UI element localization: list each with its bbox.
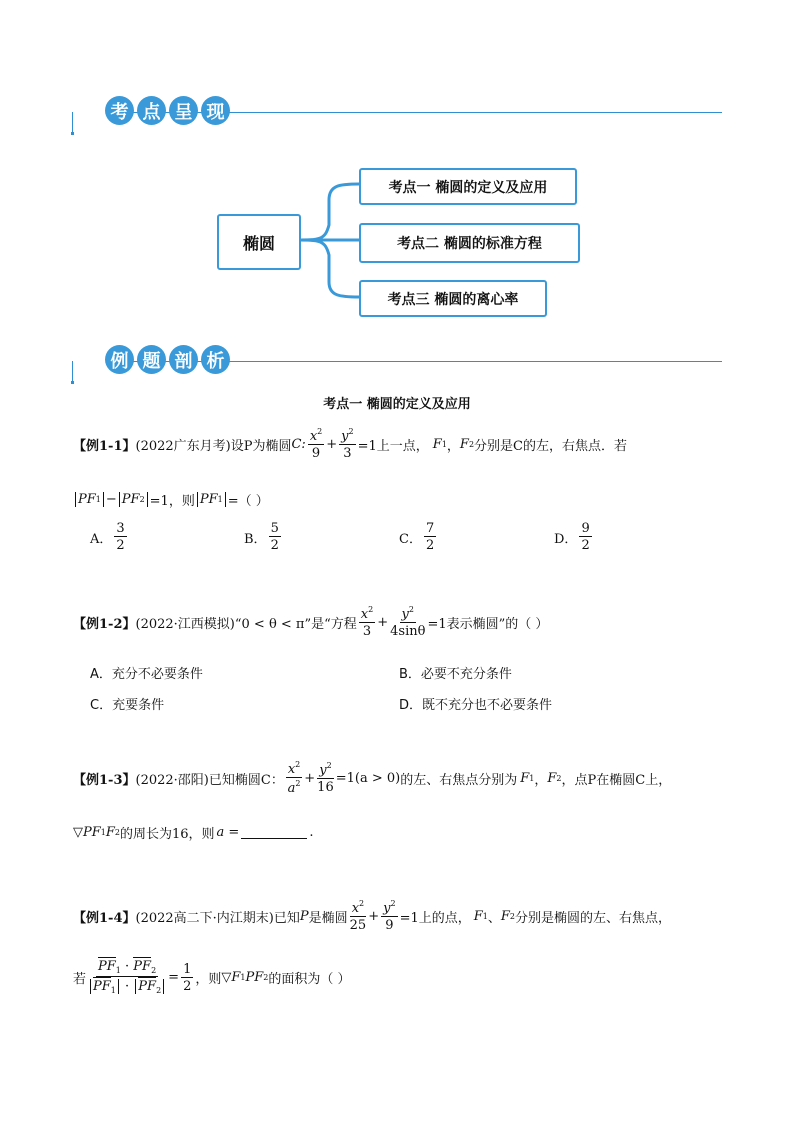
section-banner-2 xyxy=(72,350,722,393)
fraction: $\frac{x^2}{9}$ xyxy=(309,427,323,461)
banner-title xyxy=(105,345,230,374)
fraction: $\frac{y^2}{16}$ xyxy=(317,761,334,795)
example-source: (2022高二下·内江期末) xyxy=(135,910,274,926)
example-tag: 【例1-2】 xyxy=(73,616,136,632)
fraction: $\frac{7}{2}$ xyxy=(425,521,435,553)
option-c xyxy=(399,522,438,552)
example-text: 分别是C的左，右焦点．若 xyxy=(474,438,627,454)
example-text: 已知椭圆C： xyxy=(208,772,284,788)
example-text: 若 xyxy=(73,972,87,987)
banner-char: 剖 xyxy=(169,345,198,374)
fraction: $\frac{9}{2}$ xyxy=(581,521,590,553)
fraction: $\frac{1}{2}$ xyxy=(183,961,192,994)
banner-char: 呈 xyxy=(169,96,198,125)
section-banner-1 xyxy=(72,101,722,144)
example-tag: 【例1-3】 xyxy=(73,772,136,788)
fraction: $\frac{x^2}{3}$ xyxy=(360,605,374,639)
example-1-1-line-2: PF 1 − PF 2 =1，则 PF 1 =（ ） xyxy=(73,490,269,509)
example-1-4-line-1: 【例1-4】 (2022高二下·内江期末) 已知 P 是椭圆 $\frac{x^2}{25}$ + $\frac{y^2}{9}$ =1上的点， F 1 、 F 2 分别是椭圆的左、右焦点， xyxy=(73,899,672,933)
example-text: . xyxy=(309,825,314,840)
answer-blank[interactable] xyxy=(241,826,307,839)
example-text: =1表示椭圆”的（ ） xyxy=(427,616,549,632)
example-text: 分别是椭圆的左、右焦点， xyxy=(515,910,672,926)
example-text: 的左、右焦点分别为 xyxy=(400,772,518,788)
example-text: “0 < θ < π”是“方程 xyxy=(234,616,357,632)
example-1-3-line-2: ▽ PF 1 F 2 的周长为16，则 a = . xyxy=(73,825,314,842)
answer-variable: a = xyxy=(216,825,240,840)
banner-char: 考 xyxy=(105,96,134,125)
mindmap-topic-2: 考点二 椭圆的标准方程 xyxy=(359,223,580,263)
banner-rule-tick xyxy=(72,361,73,383)
example-text: =1上的点， xyxy=(399,910,471,926)
example-source: (2022·江西模拟) xyxy=(135,616,235,632)
option-a: A．充分不必要条件 xyxy=(90,667,203,682)
example-text: 是椭圆 xyxy=(308,910,348,926)
option-b: B．必要不充分条件 xyxy=(399,667,512,682)
example-1-2-line-1: 【例1-2】 (2022·江西模拟) “0 < θ < π”是“方程 $\frac{x^2}{3}$ + $\frac{y^2}{4\sin\theta}$ =1表示椭圆”的（ ） xyxy=(73,605,549,639)
example-text: =（ ） xyxy=(227,494,269,509)
example-text: 设P为椭圆 xyxy=(230,438,292,454)
banner-char: 题 xyxy=(137,345,166,374)
curve-name: C: xyxy=(291,436,306,452)
example-source: (2022广东月考) xyxy=(135,438,231,454)
vector-fraction: $\frac{PF_1 \cdot PF_2}{PF_1 \cdot PF_2}$ xyxy=(88,960,166,995)
option-label: A． xyxy=(90,531,113,547)
option-label: B． xyxy=(244,531,267,547)
banner-char: 例 xyxy=(105,345,134,374)
option-d xyxy=(554,522,594,552)
example-text: =1上一点， xyxy=(357,438,429,454)
example-text: 的面积为（ ） xyxy=(268,972,351,987)
banner-char: 析 xyxy=(201,345,230,374)
banner-char: 现 xyxy=(201,96,230,125)
example-tag: 【例1-4】 xyxy=(73,910,136,926)
example-text: 已知 xyxy=(273,910,300,926)
example-1-1-line-1: 【例1-1】 (2022广东月考) 设P为椭圆 C: $\frac{x^2}{9}$ + $\frac{y^2}{3}$ =1上一点， F 1 ， F 2 分别是C的左，右焦点．若 xyxy=(73,427,627,461)
mindmap-connector xyxy=(295,170,365,310)
example-1-4-line-2: 若 $\frac{PF_1 \cdot PF_2}{PF_1 \cdot PF_2}$ = $\frac{1}{2}$ ，则 ▽ F 1 PF 2 的面积为（ ） xyxy=(73,959,351,995)
option-label: D． xyxy=(554,531,578,547)
banner-title xyxy=(105,96,230,125)
banner-rule-tick xyxy=(72,112,73,134)
fraction: $\frac{y^2}{4\sin\theta}$ xyxy=(390,605,426,639)
fraction: $\frac{5}{2}$ xyxy=(270,521,279,553)
example-tag: 【例1-1】 xyxy=(73,438,136,454)
fraction: $\frac{x^2}{a^2}$ xyxy=(287,760,301,796)
option-a xyxy=(90,522,129,552)
option-label: C． xyxy=(399,531,422,547)
fraction: $\frac{y^2}{9}$ xyxy=(383,899,396,933)
mindmap-topic-1: 考点一 椭圆的定义及应用 xyxy=(359,168,577,205)
fraction: $\frac{x^2}{25}$ xyxy=(349,899,367,933)
mindmap-root: 椭圆 xyxy=(217,214,301,270)
point-name: P xyxy=(299,908,309,924)
example-1-3-line-1: 【例1-3】 (2022·邵阳) 已知椭圆C： $\frac{x^2}{a^2}$ + $\frac{y^2}{16}$ =1(a > 0) 的左、右焦点分别为 F 1 ， F 2 ，点P在椭圆C上， xyxy=(73,760,672,796)
banner-rule-dot xyxy=(71,132,74,135)
section-title: 考点一 椭圆的定义及应用 xyxy=(323,397,471,412)
option-b xyxy=(244,522,283,552)
example-source: (2022·邵阳) xyxy=(135,772,209,788)
example-text: =1，则 xyxy=(149,494,195,509)
fraction: $\frac{y^2}{3}$ xyxy=(341,427,354,461)
example-text: =1(a > 0) xyxy=(335,770,401,786)
example-text: ，点P在椭圆C上， xyxy=(561,772,672,788)
fraction: $\frac{3}{2}$ xyxy=(116,521,125,553)
example-text: ，则 xyxy=(195,972,222,987)
example-text: 的周长为16，则 xyxy=(120,827,215,842)
banner-char: 点 xyxy=(137,96,166,125)
option-c: C．充要条件 xyxy=(90,698,165,713)
option-d: D．既不充分也不必要条件 xyxy=(399,698,553,713)
mindmap-topic-3: 考点三 椭圆的离心率 xyxy=(359,280,547,317)
banner-rule-dot xyxy=(71,381,74,384)
